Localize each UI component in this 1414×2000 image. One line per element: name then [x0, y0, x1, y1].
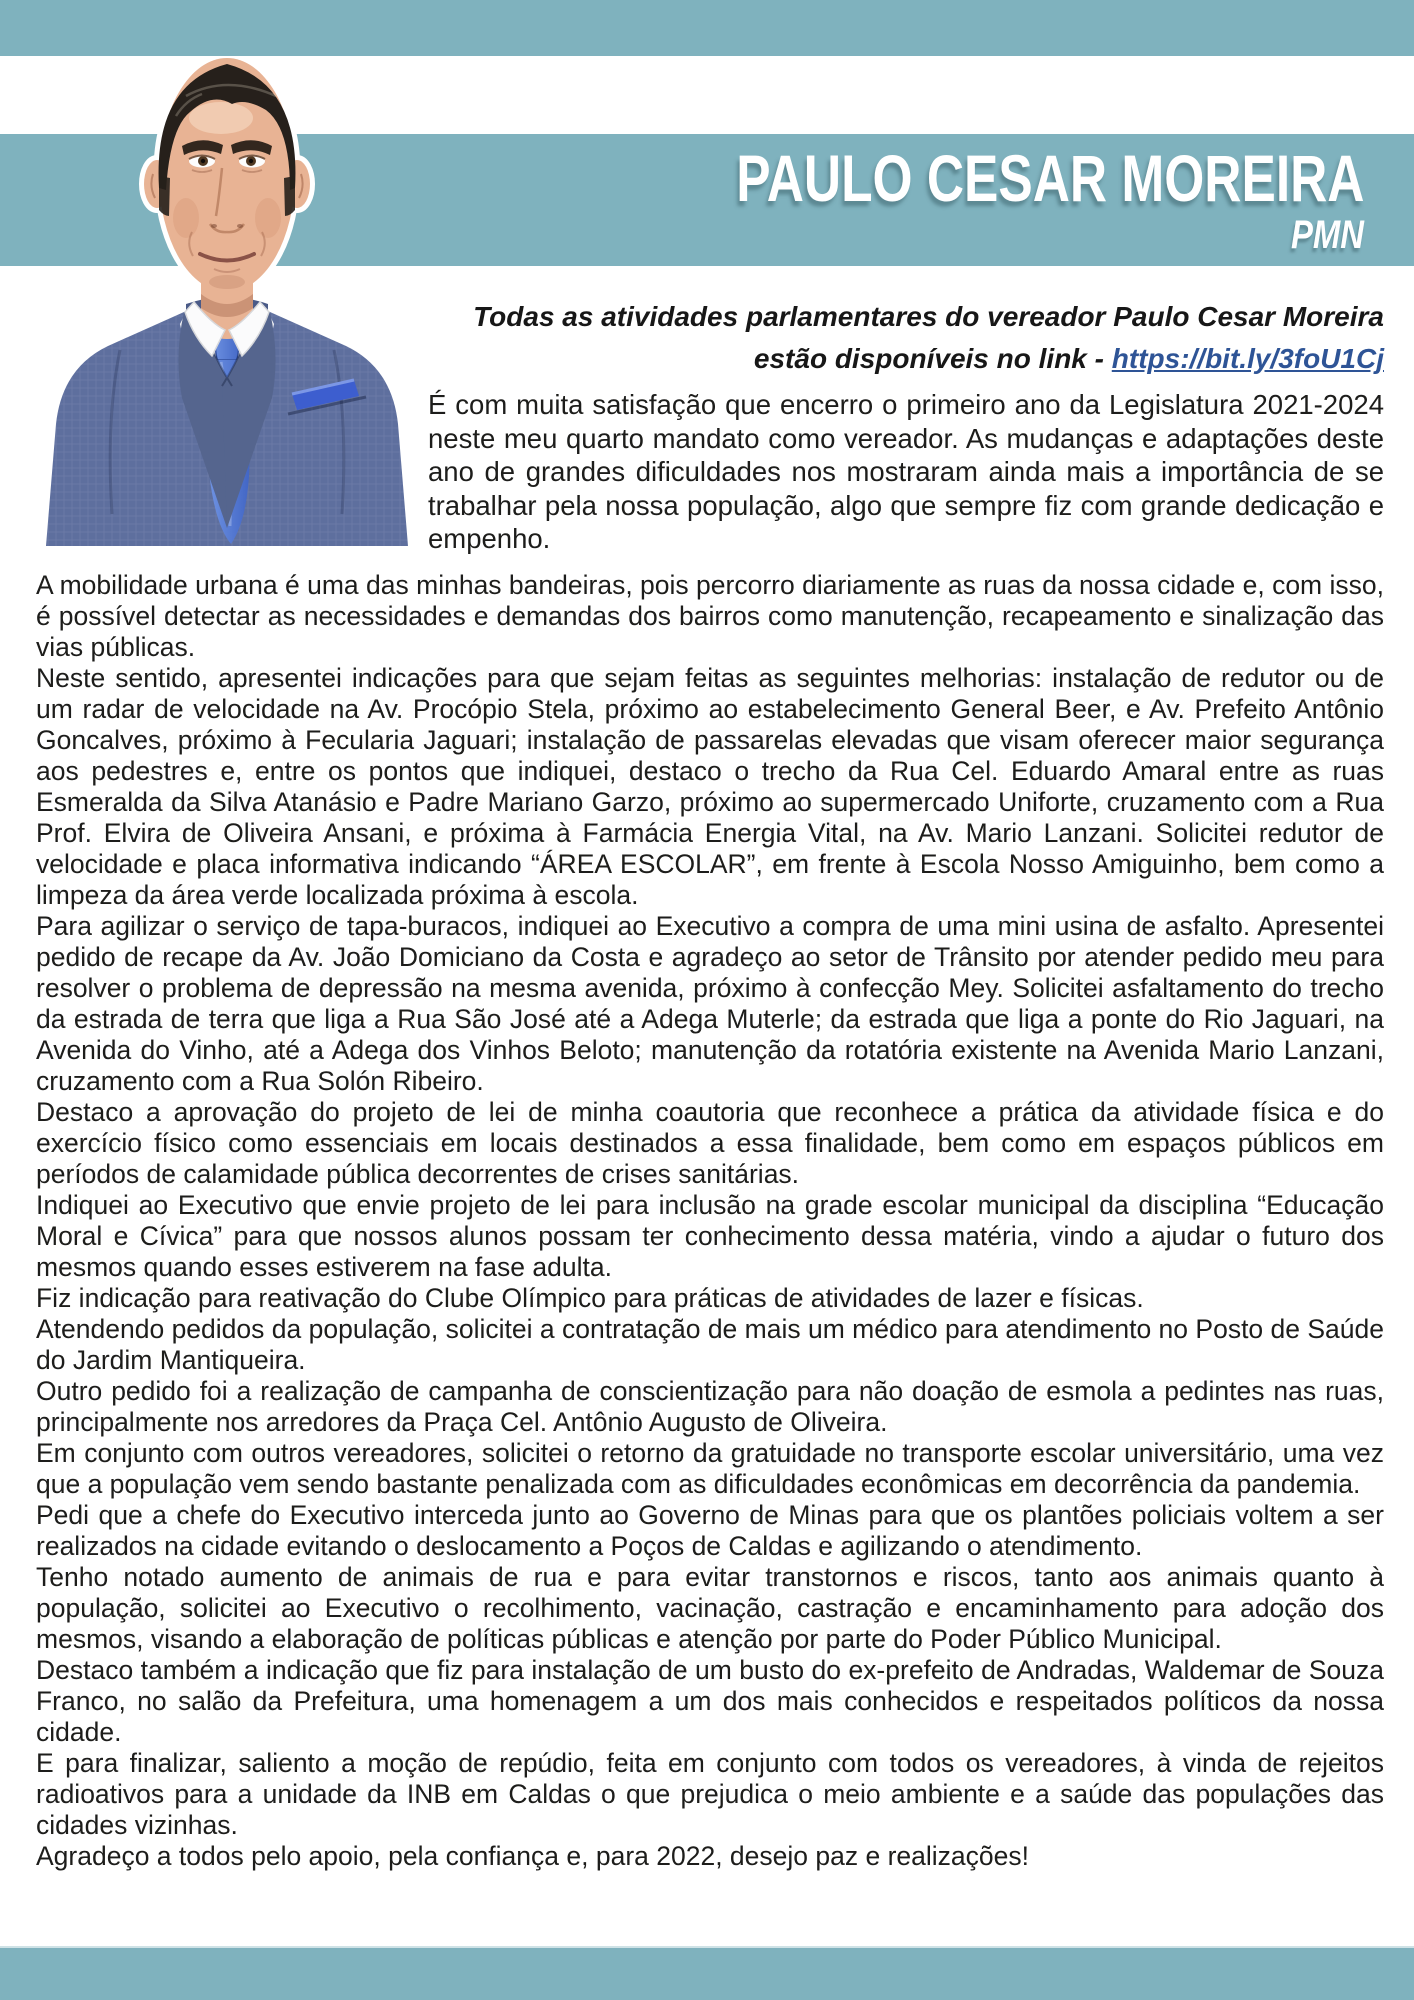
intro-heading-line1: Todas as atividades parlamentares do vereador Paulo Cesar Moreira	[473, 301, 1384, 332]
body-paragraph: Pedi que a chefe do Executivo interceda junto ao Governo de Minas para que os plantões policiais voltem a ser realizados na cidade evitando o deslocamento a Poços de Caldas e agilizando o atendimento.	[36, 1500, 1384, 1561]
body-paragraph: A mobilidade urbana é uma das minhas bandeiras, pois percorro diariamente as ruas da nossa cidade e, com isso, é possível detectar as necessidades e demandas dos bairros como manutenção, recapeamento e sinalização das vias públicas.	[36, 570, 1384, 662]
intro-paragraph: É com muita satisfação que encerro o primeiro ano da Legislatura 2021-2024 neste meu quarto mandato como vereador. As mudanças e adaptações deste ano de grandes dificuldades nos mostraram ainda mais a importância de se trabalhar pela nossa população, algo que sempre fiz com grande dedicação e empenho.	[428, 389, 1384, 554]
body-paragraph: Agradeço a todos pelo apoio, pela confiança e, para 2022, desejo paz e realizações!	[36, 1841, 1029, 1871]
body-paragraph: Destaco a aprovação do projeto de lei de minha coautoria que reconhece a prática da atividade física e do exercício físico como essenciais em locais destinados a essa finalidade, bem como em espaços públicos em períodos de calamidade pública decorrentes de crises sanitárias.	[36, 1097, 1384, 1189]
activities-link[interactable]: https://bit.ly/3foU1Cj	[1111, 343, 1384, 374]
intro-heading	[428, 296, 1384, 380]
body-paragraph: Em conjunto com outros vereadores, solicitei o retorno da gratuidade no transporte escolar universitário, uma vez que a população vem sendo bastante penalizada com as dificuldades econômicas em decorrência da pandemia.	[36, 1438, 1384, 1499]
body-paragraph: E para finalizar, saliento a moção de repúdio, feita em conjunto com todos os vereadores, à vinda de rejeitos radioativos para a unidade da INB em Caldas o que prejudica o meio ambiente e a saúde das populações das cidades vizinhas.	[36, 1748, 1384, 1840]
body-paragraph: Indiquei ao Executivo que envie projeto de lei para inclusão na grade escolar municipal da disciplina “Educação Moral e Cívica” para que nossos alunos possam ter conhecimento dessa matéria, vindo a ajudar o futuro dos mesmos quando esses estiverem na fase adulta.	[36, 1190, 1384, 1282]
intro-heading-line2	[428, 338, 1384, 380]
header-top-band	[0, 0, 1414, 56]
intro-link-prefix: estão disponíveis no link -	[753, 343, 1112, 374]
body-paragraph: Fiz indicação para reativação do Clube Olímpico para práticas de atividades de lazer e físicas.	[36, 1283, 1144, 1313]
party-label: PMN	[1291, 213, 1364, 257]
body-paragraph: Destaco também a indicação que fiz para instalação de um busto do ex-prefeito de Andradas, Waldemar de Souza Franco, no salão da Prefeitura, uma homenagem a um dos mais conhecidos e respeitados políticos da nossa cidade.	[36, 1655, 1384, 1747]
body-paragraph: Para agilizar o serviço de tapa-buracos, indiquei ao Executivo a compra de uma mini usina de asfalto. Apresentei pedido de recape da Av. João Domiciano da Costa e agradeço ao setor de Trânsito por atender pedido meu para resolver o problema de depressão na mesma avenida, próximo à confecção Mey. Solicitei asfaltamento do trecho da estrada de terra que liga a Rua São José até a Adega Muterle; da estrada que liga a ponte do Rio Jaguari, na Avenida do Vinho, até a Adega dos Vinhos Beloto; manutenção da rotatória existente na Avenida Mario Lanzani, cruzamento com a Rua Solón Ribeiro.	[36, 911, 1384, 1096]
footer-band	[0, 1946, 1414, 2000]
page-title: PAULO CESAR MOREIRA	[735, 141, 1364, 215]
body-paragraph: Neste sentido, apresentei indicações para que sejam feitas as seguintes melhorias: instalação de redutor ou de um radar de velocidade na Av. Procópio Stela, próximo ao estabelecimento General Beer, e Av. Prefeito Antônio Goncalves, próximo à Fecularia Jaguari; instalação de passarelas elevadas que visam oferecer maior segurança aos pedestres e, entre os pontos que indiquei, destaco o trecho da Rua Cel. Eduardo Amaral entre as ruas Esmeralda da Silva Atanásio e Padre Mariano Garzo, próximo ao supermercado Uniforte, cruzamento com a Rua Prof. Elvira de Oliveira Ansani, e próxima à Farmácia Energia Vital, na Av. Mario Lanzani. Solicitei redutor de velocidade e placa informativa indicando “ÁREA ESCOLAR”, em frente à Escola Nosso Amiguinho, bem como a limpeza da área verde localizada próxima à escola.	[36, 663, 1384, 910]
body-text	[36, 570, 1384, 1872]
portrait-photo	[36, 56, 456, 546]
body-paragraph: Atendendo pedidos da população, solicitei a contratação de mais um médico para atendimento no Posto de Saúde do Jardim Mantiqueira.	[36, 1314, 1384, 1375]
body-paragraph: Outro pedido foi a realização de campanha de conscientização para não doação de esmola a pedintes nas ruas, principalmente nos arredores da Praça Cel. Antônio Augusto de Oliveira.	[36, 1376, 1384, 1437]
body-paragraph: Tenho notado aumento de animais de rua e para evitar transtornos e riscos, tanto aos animais quanto à população, solicitei ao Executivo o recolhimento, vacinação, castração e encaminhamento para adoção dos mesmos, visando a elaboração de políticas públicas e atenção por parte do Poder Público Municipal.	[36, 1562, 1384, 1654]
